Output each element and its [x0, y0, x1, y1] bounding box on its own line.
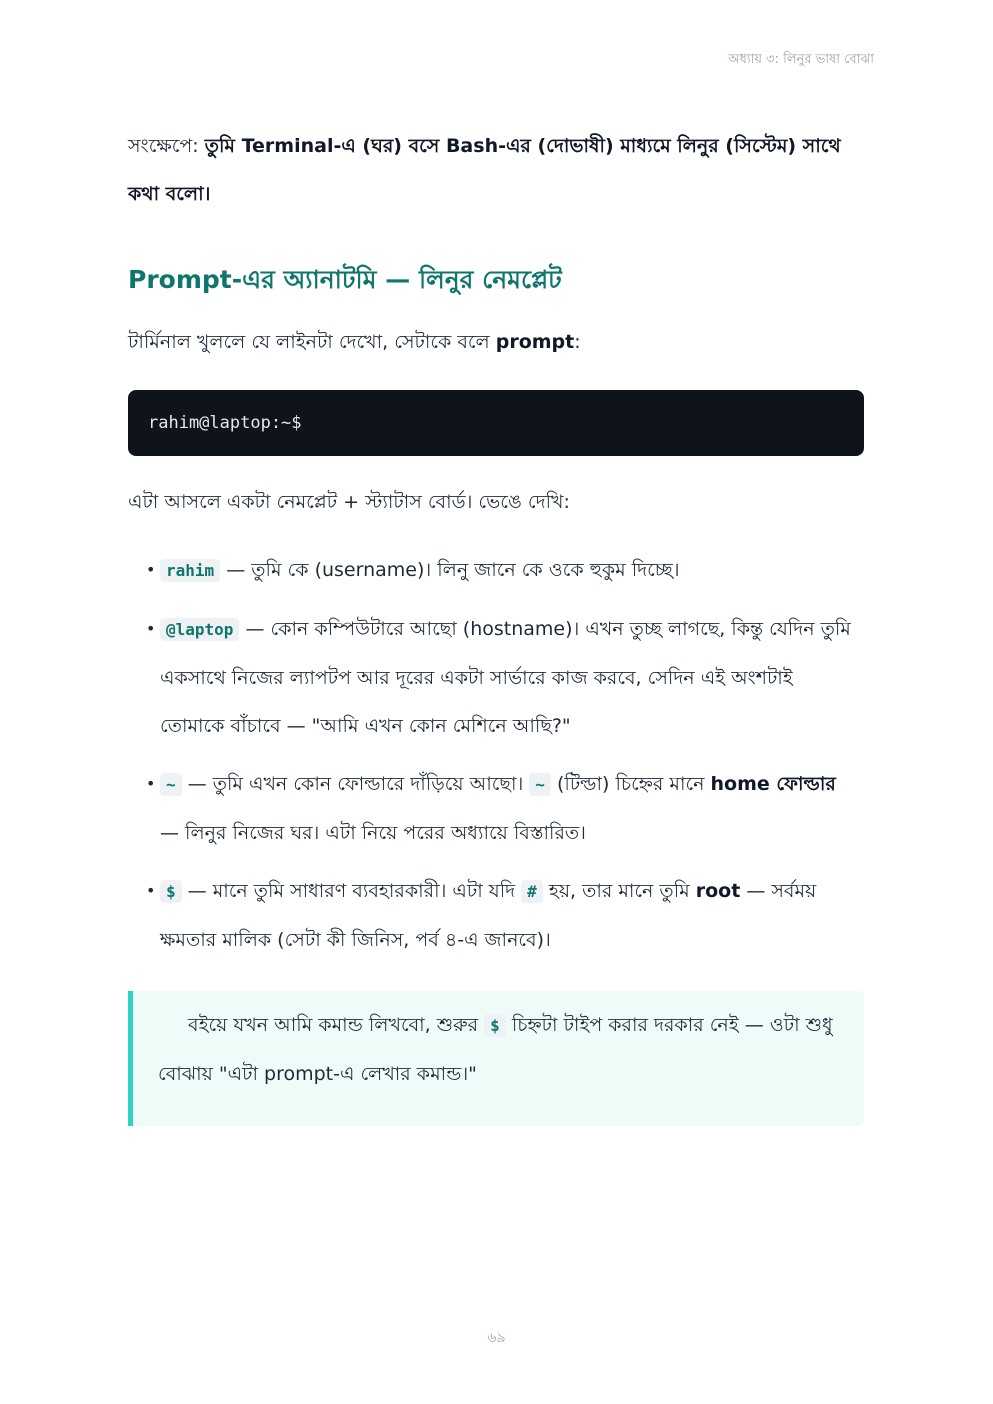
list-item-text: — লিনুর নিজের ঘর। এটা নিয়ে পরের অধ্যায়ে বিস্তারিত।	[160, 822, 586, 844]
inline-code: rahim	[160, 559, 220, 582]
intro-bold: prompt	[495, 331, 575, 353]
list-item	[146, 867, 858, 964]
inline-code: $	[484, 1014, 506, 1037]
summary-prefix: সংক্ষেপে:	[128, 135, 205, 157]
lead-paragraph: এটা আসলে একটা নেমপ্লেট + স্ট্যাটাস বোর্ড। ভেঙে দেখি:	[128, 491, 570, 513]
list-item-text: — তুমি এখন কোন ফোল্ডারে দাঁড়িয়ে আছো।	[181, 773, 530, 795]
list-item	[146, 605, 858, 750]
summary-bold: তুমি Terminal-এ (ঘর) বসে Bash-এর (দোভাষী) মাধ্যমে লিনুর (সিস্টেম) সাথে কথা বলো।	[128, 135, 841, 205]
bullet-marker: •	[146, 619, 156, 638]
list-item-text: (টিল্ডা) চিহ্নের মানে	[550, 773, 711, 795]
running-header: অধ্যায় ৩: লিনুর ভাষা বোঝা	[728, 52, 874, 67]
summary-paragraph	[128, 122, 864, 218]
list-item-text: — তুমি কে (username)। লিনু জানে কে ওকে হুকুম দিচ্ছে।	[220, 559, 680, 581]
bullet-marker: •	[146, 881, 156, 900]
intro-text: টার্মিনাল খুললে যে লাইনটা দেখো, সেটাকে বলে	[128, 331, 496, 353]
inline-code: ~	[529, 773, 551, 796]
list-item-text: — কোন কম্পিউটারে আছো (hostname)। এখন তুচ্ছ লাগছে, কিন্তু যেদিন তুমি একসাথে নিজের ল্যাপটপ আর দূরের একটা সার্ভারে কাজ করবে, সেদিন এই অংশটাই তোমাকে বাঁচাবে — "আমি এখন কোন মেশিনে আছি?"	[160, 618, 851, 737]
bullet-marker: •	[146, 560, 156, 579]
inline-code: $	[160, 880, 182, 903]
list-item-text: — সর্বময় ক্ষমতার মালিক (সেটা কী জিনিস, পর্ব ৪-এ জানবে)।	[160, 880, 817, 951]
code-block	[128, 390, 864, 456]
note-text	[158, 1001, 836, 1098]
list-item	[146, 546, 858, 595]
list-item-text: হয়, তার মানে তুমি	[542, 880, 696, 902]
bullet-marker: •	[146, 774, 156, 793]
list-item	[146, 760, 858, 857]
intro-paragraph	[128, 326, 581, 358]
inline-code: @laptop	[160, 618, 239, 641]
code-block-text: rahim@laptop:~$	[148, 413, 302, 433]
note-text-b: চিহ্নটা টাইপ করার দরকার নেই — ওটা শুধু বোঝায় "এটা prompt-এ লেখার কমান্ড।"	[158, 1014, 833, 1085]
intro-end: :	[574, 331, 581, 353]
section-heading: Prompt-এর অ্যানাটমি — লিনুর নেমপ্লেট	[128, 265, 562, 294]
list-item-text: — মানে তুমি সাধারণ ব্যবহারকারী। এটা যদি	[181, 880, 522, 902]
page-number: ৬৯	[487, 1330, 506, 1346]
inline-code: ~	[160, 773, 182, 796]
list-item-bold: root	[695, 880, 741, 902]
note-text-a: বইয়ে যখন আমি কমান্ড লিখবো, শুরুর	[188, 1014, 485, 1036]
list-item-bold: home ফোল্ডার	[710, 773, 836, 795]
bullet-list	[146, 546, 858, 974]
inline-code: #	[521, 880, 543, 903]
note-callout	[128, 991, 864, 1126]
